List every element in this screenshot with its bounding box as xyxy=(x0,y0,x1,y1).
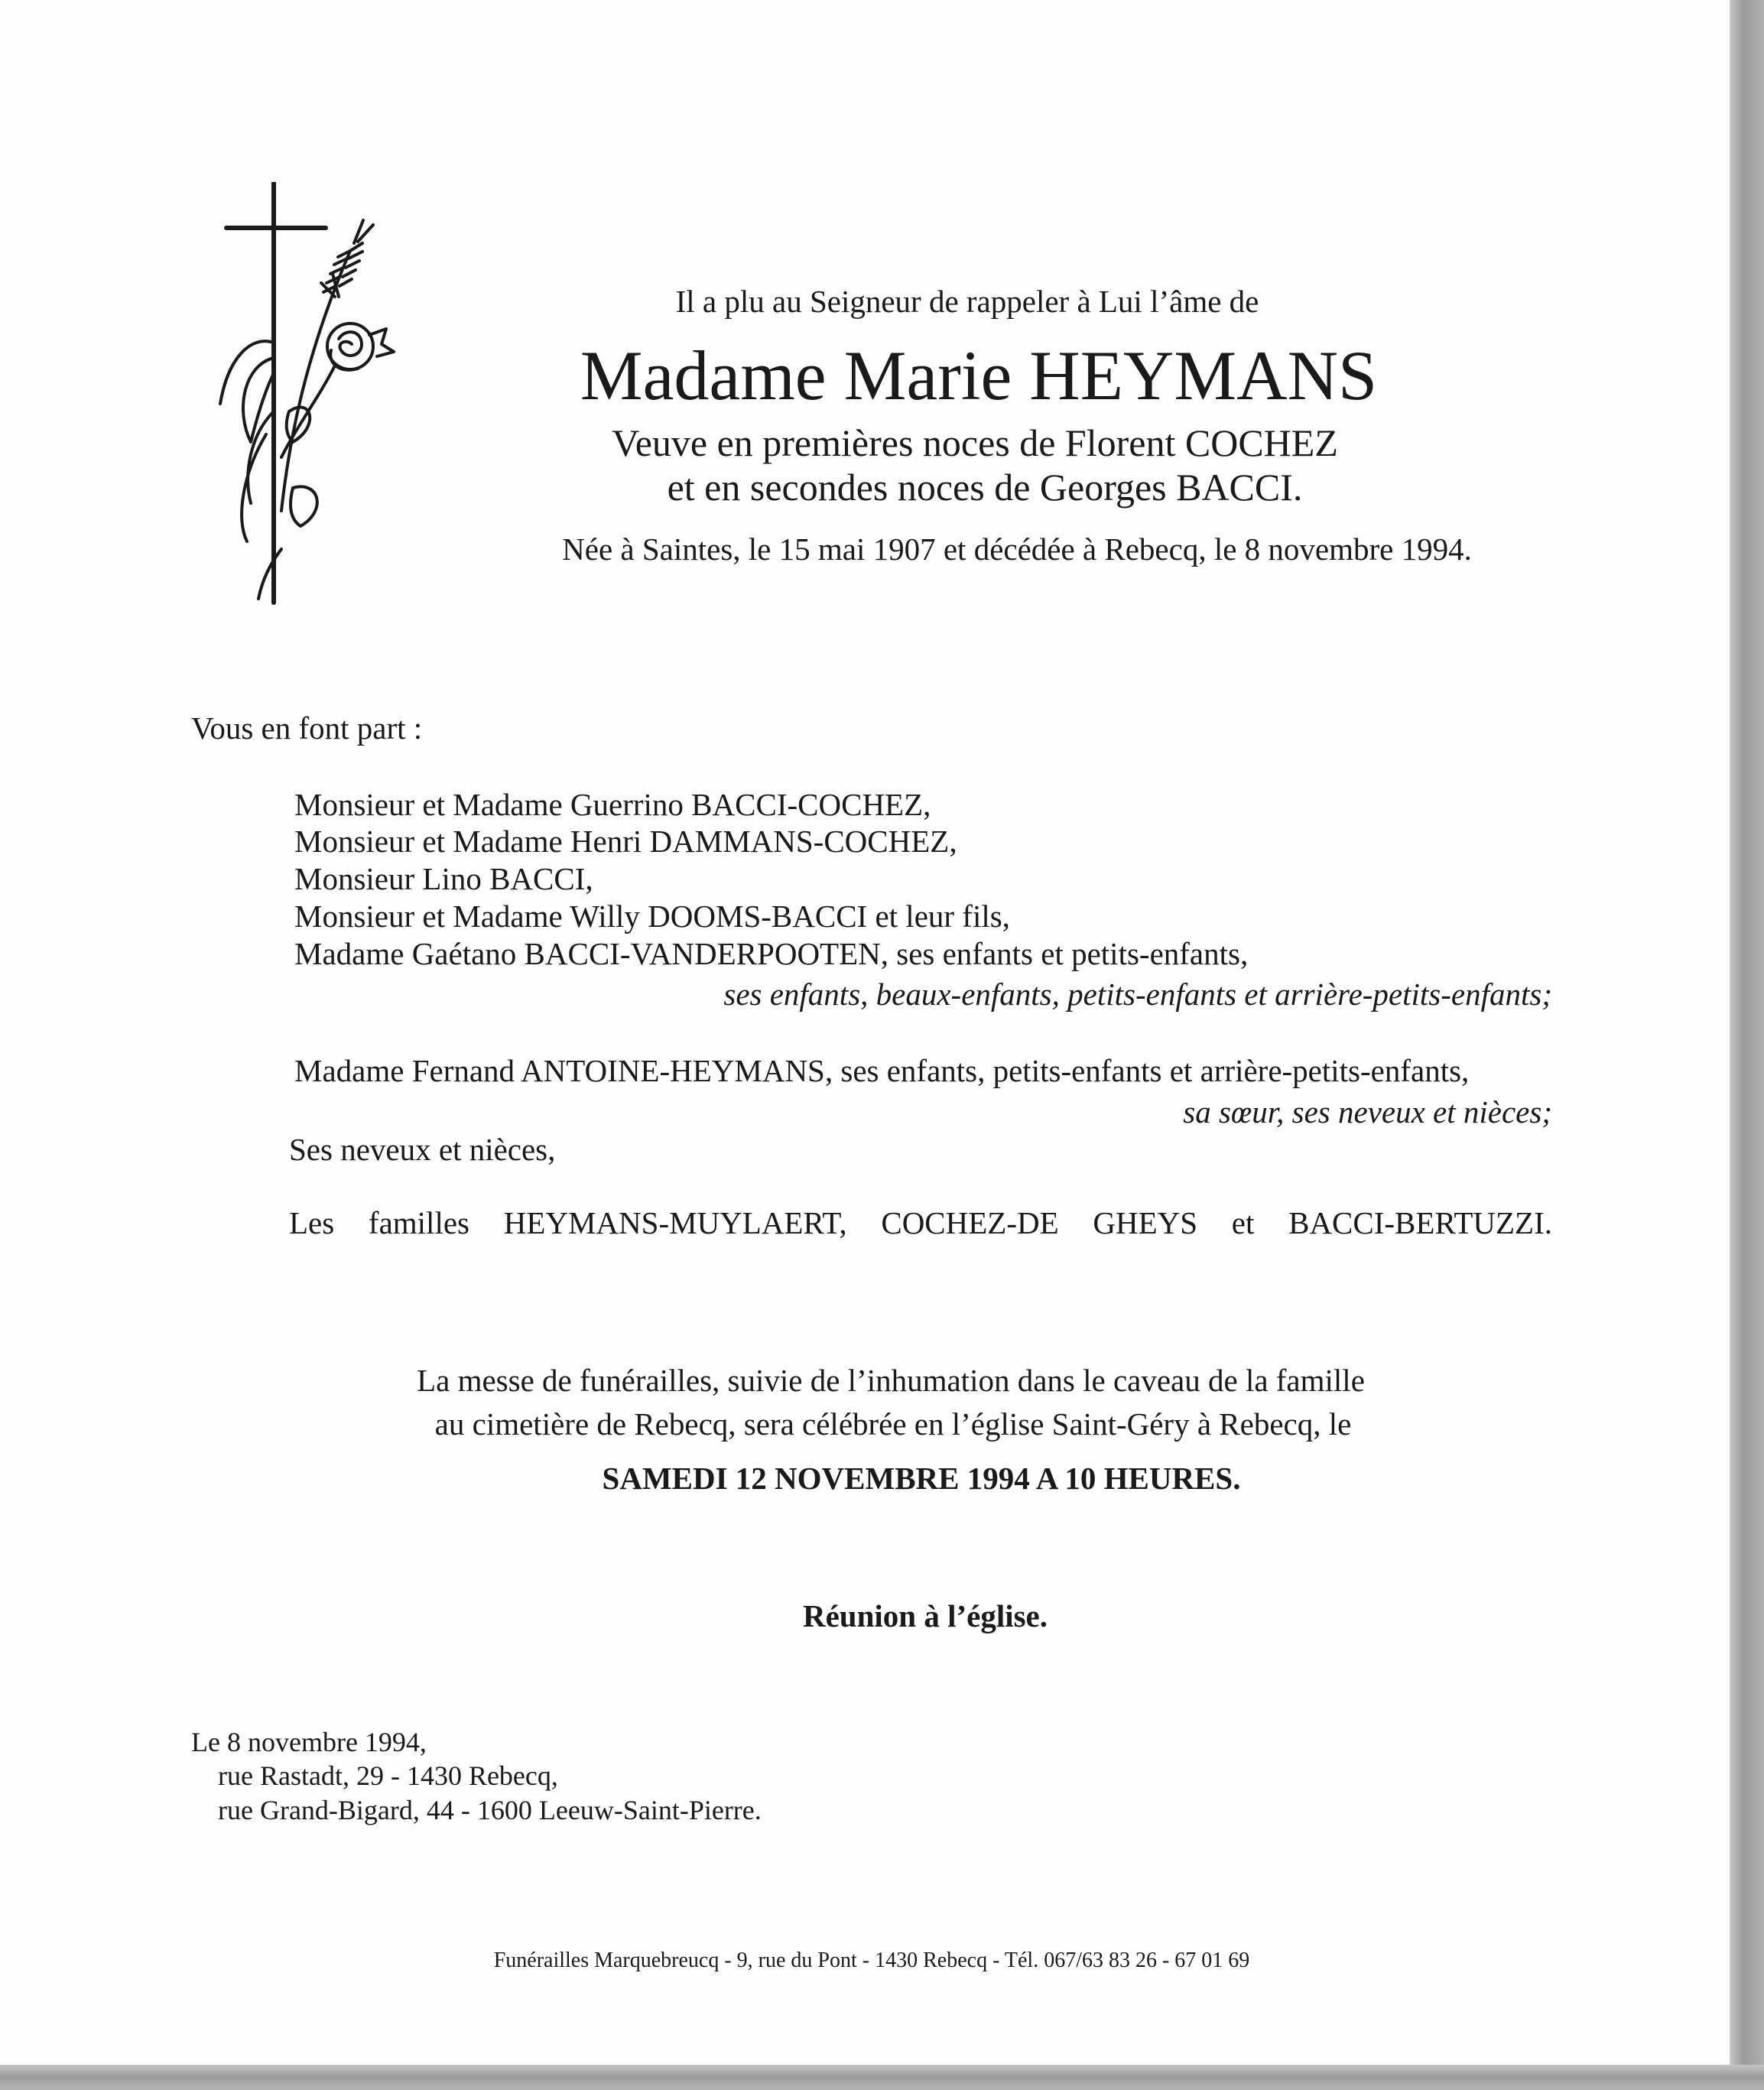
nephews-line: Ses neveux et nièces, xyxy=(289,1132,556,1167)
deceased-name: Madame Marie HEYMANS xyxy=(580,336,1378,414)
announcer-line: Madame Gaétano BACCI-VANDERPOOTEN, ses enfants et petits-enfants, xyxy=(294,936,1249,971)
announcer-line-sister: Madame Fernand ANTOINE-HEYMANS, ses enfants, petits-enfants et arrière-petits-enfants, xyxy=(294,1053,1470,1088)
widow-line-2: et en secondes noces de Georges BACCI. xyxy=(667,466,1303,509)
families-word: GHEYS xyxy=(1093,1205,1198,1240)
announcers-intro: Vous en font part : xyxy=(191,710,423,746)
ceremony-line-1: La messe de funérailles, suivie de l’inhumation dans le caveau de la famille xyxy=(417,1363,1365,1398)
ceremony-line-2: au cimetière de Rebecq, sera célébrée en l’église Saint-Géry à Rebecq, le xyxy=(434,1406,1352,1442)
address-line-1: rue Rastadt, 29 - 1430 Rebecq, xyxy=(218,1760,558,1791)
birth-death-line: Née à Saintes, le 15 mai 1907 et décédée à Rebecq, le 8 novembre 1994. xyxy=(562,531,1472,567)
announcer-line: Monsieur et Madame Guerrino BACCI-COCHEZ, xyxy=(294,787,931,822)
widow-line-1: Veuve en premières noces de Florent COCHEZ xyxy=(612,421,1338,464)
families-word: Les xyxy=(289,1205,335,1240)
address-date: Le 8 novembre 1994, xyxy=(191,1727,427,1757)
families-line xyxy=(289,1205,1552,1240)
families-word: BACCI-BERTUZZI. xyxy=(1288,1205,1552,1240)
relation-children: ses enfants, beaux-enfants, petits-enfants et arrière-petits-enfants; xyxy=(723,977,1552,1012)
announcer-line: Monsieur et Madame Willy DOOMS-BACCI et leur fils, xyxy=(294,899,1010,934)
funeral-home-footer: Funérailles Marquebreucq - 9, rue du Pont - 1430 Rebecq - Tél. 067/63 83 26 - 67 01 69 xyxy=(493,1949,1250,1972)
intro-text: Il a plu au Seigneur de rappeler à Lui l’âme de xyxy=(675,284,1259,319)
announcer-line: Monsieur et Madame Henri DAMMANS-COCHEZ, xyxy=(294,824,957,859)
families-word: et xyxy=(1231,1205,1255,1240)
families-word: COCHEZ-DE xyxy=(881,1205,1059,1240)
announcer-line: Monsieur Lino BACCI, xyxy=(294,861,593,896)
page-edge-right xyxy=(1730,0,1764,2090)
address-line-2: rue Grand-Bigard, 44 - 1600 Leeuw-Saint-Pierre. xyxy=(218,1795,762,1825)
ceremony-datetime: SAMEDI 12 NOVEMBRE 1994 A 10 HEURES. xyxy=(602,1461,1241,1496)
families-word: HEYMANS-MUYLAERT, xyxy=(503,1205,847,1240)
meeting-place: Réunion à l’église. xyxy=(802,1598,1048,1633)
page-edge-bottom xyxy=(0,2065,1764,2090)
relation-sister: sa sœur, ses neveux et nièces; xyxy=(1183,1094,1552,1130)
families-word: familles xyxy=(368,1205,469,1240)
cross-with-wheat-and-rose-icon xyxy=(205,182,396,610)
